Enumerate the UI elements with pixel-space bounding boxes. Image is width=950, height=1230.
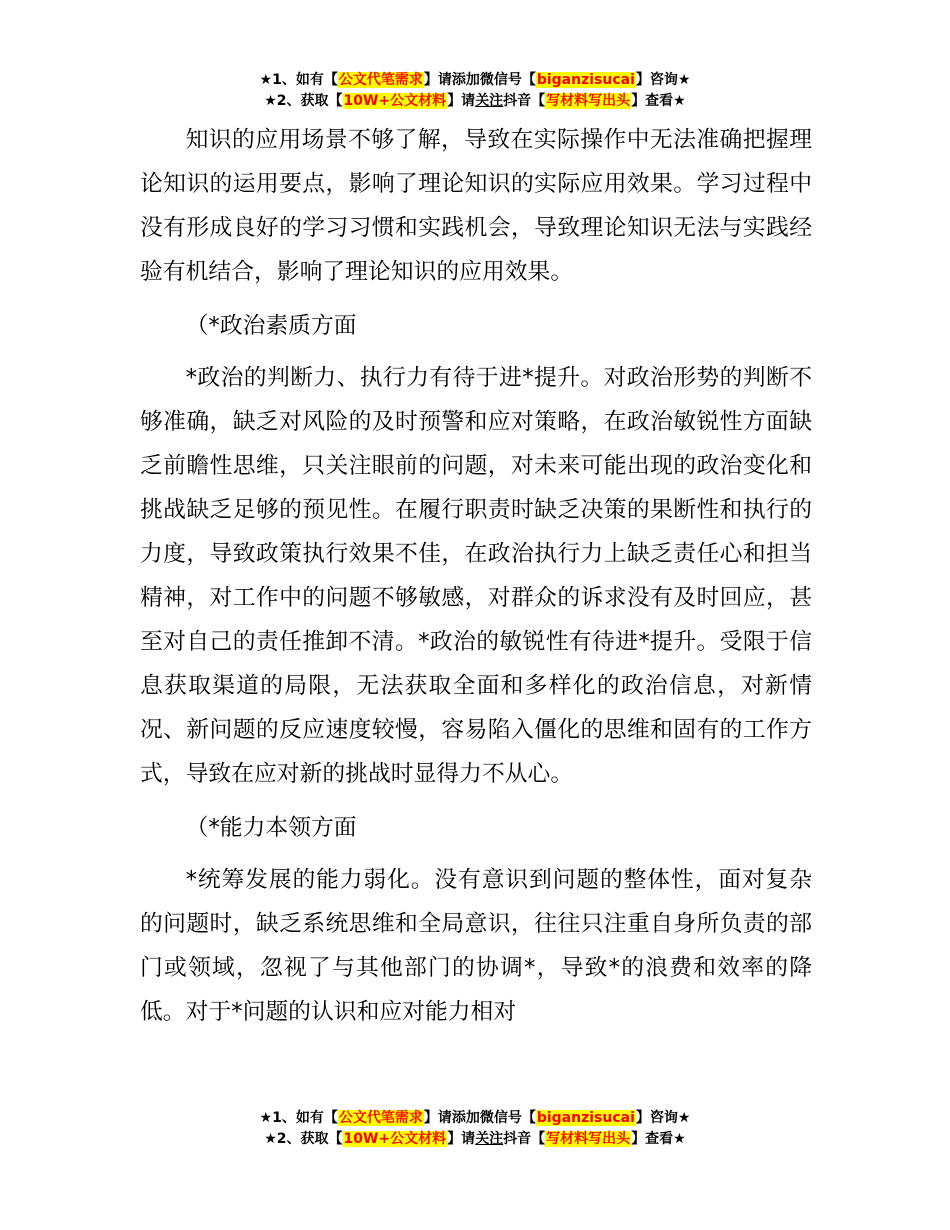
banner-line-2 — [0, 91, 950, 112]
banner-highlight-materials: 10W+公文材料 — [343, 93, 447, 109]
header-banner — [0, 70, 950, 112]
banner-text: 抖音【 — [503, 93, 546, 109]
paragraph-3: *统筹发展的能力弱化。没有意识到问题的整体性，面对复杂的问题时，缺乏系统思维和全局意识，往往只注重自身所负责的部门或领域，忽视了与其他部门的协调*，导致*的浪费和效率的降低。对于*问题的认识和应对能力相对 — [140, 867, 812, 1025]
banner-text: 】请添加微信号【 — [423, 72, 536, 88]
banner-underlined-text: 关注 — [475, 93, 504, 109]
banner-highlight-service: 公文代笔需求 — [338, 1110, 423, 1126]
banner-text: 抖音【 — [503, 1131, 546, 1147]
banner-underlined-text: 关注 — [475, 1131, 504, 1147]
banner-text: 】请添加微信号【 — [423, 1110, 536, 1126]
paragraph-2: *政治的判断力、执行力有待于进*提升。对政治形势的判断不够准确，缺乏对风险的及时预警和应对策略，在政治敏锐性方面缺乏前瞻性思维，只关注眼前的问题，对未来可能出现的政治变化和挑战缺乏足够的预见性。在履行职责时缺乏决策的果断性和执行的力度，导致政策执行效果不佳，在政治执行力上缺乏责任心和担当精神，对工作中的问题不够敏感，对群众的诉求没有及时回应，甚至对自己的责任推卸不清。*政治的敏锐性有待进*提升。受限于信息获取渠道的局限，无法获取全面和多样化的政治信息，对新情况、新问题的反应速度较慢，容易陷入僵化的思维和固有的工作方式，导致在应对新的挑战时显得力不从心。 — [140, 365, 812, 787]
banner-line-2 — [0, 1129, 950, 1150]
section-heading-ability: （*能力本领方面 — [185, 815, 357, 841]
banner-line-1 — [0, 1108, 950, 1129]
banner-highlight-douyin-account: 写材料写出头 — [546, 93, 631, 109]
banner-text: 】咨询★ — [635, 1110, 691, 1126]
banner-text: ★2、获取【 — [264, 93, 343, 109]
footer-banner — [0, 1108, 950, 1150]
paragraph-1: 知识的应用场景不够了解，导致在实际操作中无法准确把握理论知识的运用要点，影响了理论知识的实际应用效果。学习过程中没有形成良好的学习习惯和实践机会，导致理论知识无法与实践经验有机结合，影响了理论知识的应用效果。 — [140, 127, 812, 285]
banner-text: 】请 — [447, 93, 476, 109]
banner-highlight-wechat-id: biganzisucai — [536, 72, 635, 88]
banner-line-1 — [0, 70, 950, 91]
banner-highlight-materials: 10W+公文材料 — [343, 1131, 447, 1147]
banner-text: ★1、如有【 — [259, 72, 338, 88]
document-body — [140, 118, 812, 1042]
banner-text: 】请 — [447, 1131, 476, 1147]
banner-highlight-douyin-account: 写材料写出头 — [546, 1131, 631, 1147]
banner-highlight-wechat-id: biganzisucai — [536, 1110, 635, 1126]
banner-text: ★1、如有【 — [259, 1110, 338, 1126]
banner-text: 】查看★ — [631, 93, 686, 109]
banner-text: 】查看★ — [631, 1131, 686, 1147]
banner-highlight-service: 公文代笔需求 — [338, 72, 423, 88]
banner-text: 】咨询★ — [635, 72, 691, 88]
section-heading-political-quality: （*政治素质方面 — [185, 313, 357, 339]
banner-text: ★2、获取【 — [264, 1131, 343, 1147]
